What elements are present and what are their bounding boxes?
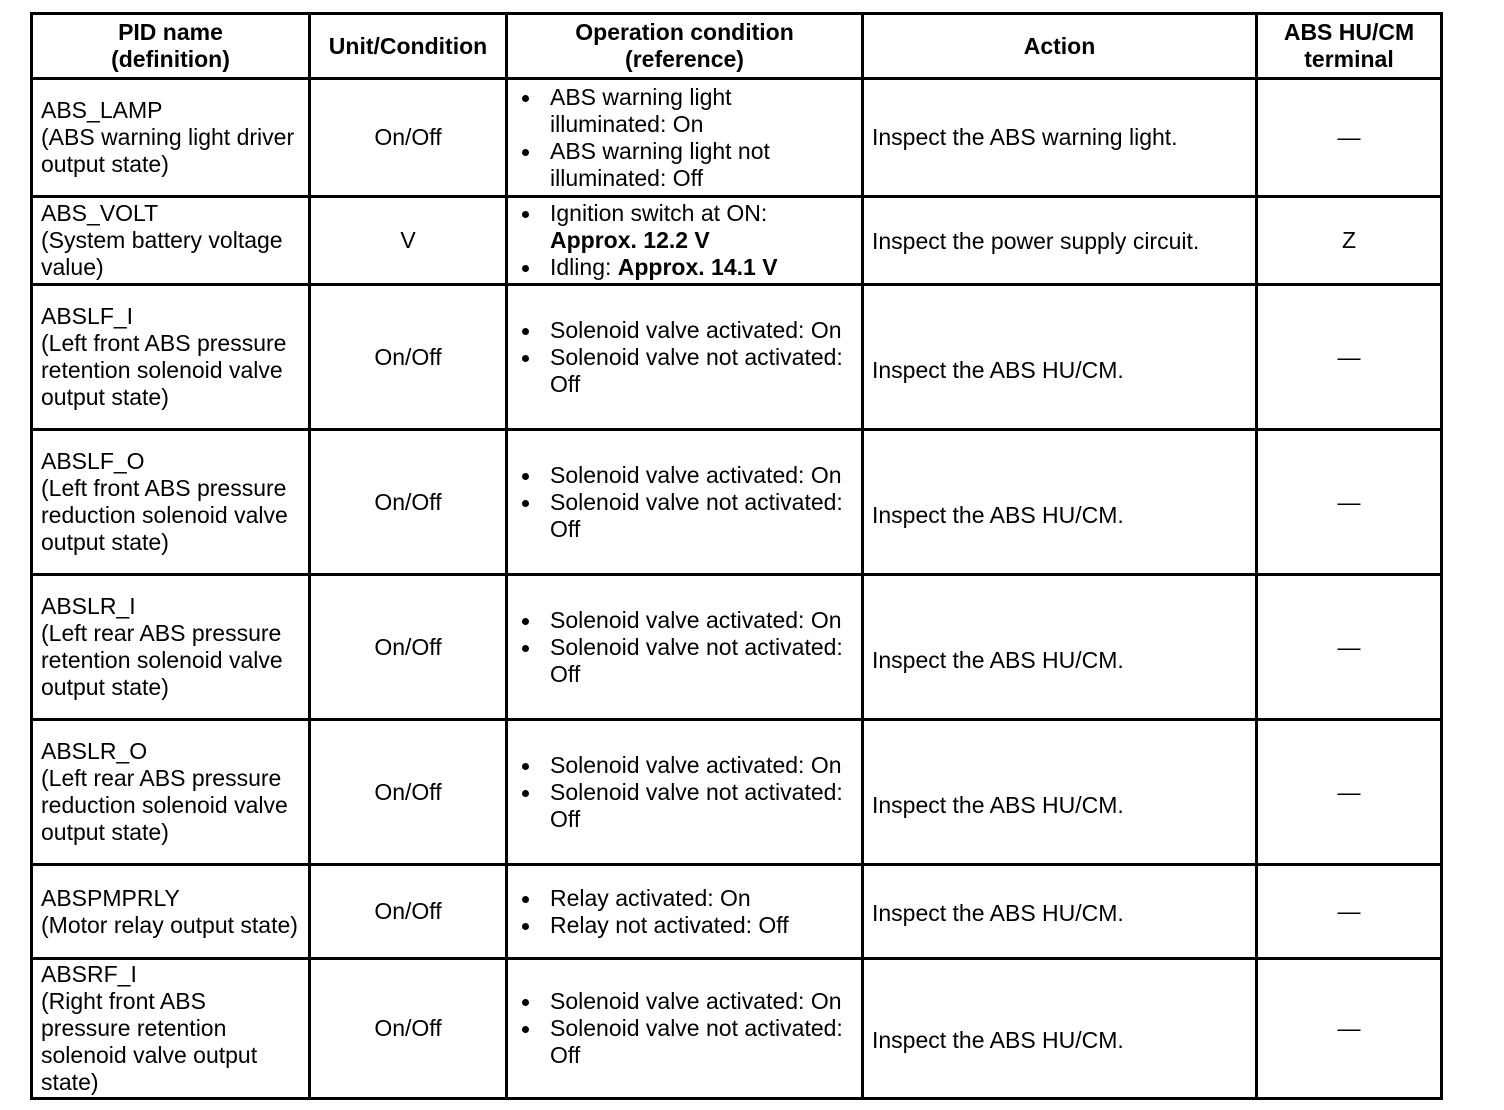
table-row: [32, 285, 1442, 430]
condition-item: Relay not activated: Off: [516, 912, 853, 939]
terminal-cell: —: [1257, 720, 1442, 865]
action-cell: Inspect the ABS warning light.: [863, 79, 1257, 197]
condition-item: Solenoid valve not activated: Off: [516, 489, 853, 543]
pid-cell: [32, 959, 310, 1099]
condition-cell: [507, 197, 863, 285]
header-operation-condition: [507, 14, 863, 79]
pid-definition: (Left front ABS pressure retention solenoid valve output state): [41, 330, 287, 410]
pid-cell: [32, 575, 310, 720]
terminal-cell: —: [1257, 79, 1442, 197]
table-header-row: [32, 14, 1442, 79]
header-pid-name: [32, 14, 310, 79]
unit-cell: On/Off: [310, 285, 507, 430]
pid-code: ABSPMPRLY: [41, 884, 180, 911]
pid-definition: (Left rear ABS pressure retention solenoid valve output state): [41, 620, 283, 700]
action-cell: Inspect the ABS HU/CM.: [863, 285, 1257, 430]
header-unit-condition: [310, 14, 507, 79]
pid-code: ABSLR_I: [41, 593, 136, 619]
condition-cell: [507, 430, 863, 575]
unit-cell: On/Off: [310, 959, 507, 1099]
condition-item: Solenoid valve not activated: Off: [516, 1015, 853, 1069]
pid-cell: [32, 720, 310, 865]
condition-cell: [507, 79, 863, 197]
pid-definition: (Left front ABS pressure reduction solenoid valve output state): [41, 475, 288, 555]
unit-cell: On/Off: [310, 430, 507, 575]
condition-item: [516, 254, 853, 281]
condition-text: Idling:: [550, 254, 612, 280]
table-row: [32, 865, 1442, 959]
pid-code: ABSLR_O: [41, 738, 148, 764]
table-row: [32, 575, 1442, 720]
condition-item: Solenoid valve not activated: Off: [516, 779, 853, 833]
pid-code: ABSRF_I: [41, 961, 137, 987]
condition-item: ABS warning light not illuminated: Off: [516, 138, 853, 192]
pid-table-container: [30, 12, 1440, 1100]
condition-item: Solenoid valve activated: On: [516, 607, 853, 634]
action-cell: Inspect the power supply circuit.: [863, 197, 1257, 285]
condition-item: Solenoid valve not activated: Off: [516, 634, 853, 688]
header-terminal: [1257, 14, 1442, 79]
condition-cell: [507, 959, 863, 1099]
pid-definition: (Left rear ABS pressure reduction solenoid valve output state): [41, 765, 288, 845]
condition-cell: [507, 865, 863, 959]
pid-code: ABS_LAMP: [41, 97, 163, 123]
terminal-cell: —: [1257, 430, 1442, 575]
header-action: [863, 14, 1257, 79]
unit-cell: On/Off: [310, 865, 507, 959]
unit-cell: On/Off: [310, 79, 507, 197]
action-cell: Inspect the ABS HU/CM.: [863, 575, 1257, 720]
condition-item: ABS warning light illuminated: On: [516, 84, 853, 138]
condition-cell: [507, 575, 863, 720]
condition-text: Ignition switch at ON:: [550, 200, 768, 226]
condition-list: [516, 317, 853, 398]
condition-item: [516, 200, 853, 254]
condition-item: Solenoid valve not activated: Off: [516, 344, 853, 398]
table-row: [32, 197, 1442, 285]
pid-definition: (System battery voltage value): [41, 227, 283, 280]
condition-list: [516, 84, 853, 192]
condition-item: Solenoid valve activated: On: [516, 752, 853, 779]
header-term-line1: ABS HU/CM: [1283, 19, 1415, 45]
header-pid-line2: (definition): [111, 46, 230, 72]
action-cell: Inspect the ABS HU/CM.: [863, 865, 1257, 959]
condition-item: Solenoid valve activated: On: [516, 462, 853, 489]
pid-cell: [32, 197, 310, 285]
condition-cell: [507, 285, 863, 430]
terminal-cell: —: [1257, 285, 1442, 430]
header-unit-label: Unit/Condition: [328, 32, 488, 59]
header-pid-line1: PID name: [118, 19, 223, 45]
table-row: [32, 959, 1442, 1099]
action-cell: Inspect the ABS HU/CM.: [863, 959, 1257, 1099]
table-row: [32, 720, 1442, 865]
pid-cell: [32, 285, 310, 430]
pid-cell: [32, 865, 310, 959]
condition-item: Solenoid valve activated: On: [516, 317, 853, 344]
terminal-cell: —: [1257, 575, 1442, 720]
unit-cell: V: [310, 197, 507, 285]
condition-item: Solenoid valve activated: On: [516, 988, 853, 1015]
condition-list: [516, 752, 853, 833]
terminal-cell: Z: [1257, 197, 1442, 285]
pid-code: ABSLF_O: [41, 448, 145, 474]
terminal-cell: —: [1257, 959, 1442, 1099]
pid-definition: (ABS warning light driver output state): [41, 124, 295, 177]
header-cond-line2: (reference): [625, 46, 744, 72]
unit-cell: On/Off: [310, 720, 507, 865]
terminal-cell: —: [1257, 865, 1442, 959]
pid-code: ABSLF_I: [41, 303, 134, 329]
condition-value: Approx. 14.1 V: [617, 254, 778, 280]
pid-cell: [32, 79, 310, 197]
pid-cell: [32, 430, 310, 575]
pid-definition: (Right front ABS pressure retention solenoid valve output state): [41, 988, 258, 1095]
header-term-line2: terminal: [1304, 46, 1394, 72]
condition-list: [516, 988, 853, 1069]
condition-list: [516, 200, 853, 281]
pid-code: ABS_VOLT: [41, 200, 159, 226]
action-cell: Inspect the ABS HU/CM.: [863, 720, 1257, 865]
condition-list: [516, 885, 853, 939]
unit-cell: On/Off: [310, 575, 507, 720]
condition-list: [516, 462, 853, 543]
pid-definition: (Motor relay output state): [41, 911, 298, 938]
header-cond-line1: Operation condition: [575, 19, 794, 45]
condition-list: [516, 607, 853, 688]
pid-table: [30, 12, 1443, 1100]
condition-value: Approx. 12.2 V: [550, 227, 710, 253]
header-action-label: Action: [1023, 32, 1096, 59]
action-cell: Inspect the ABS HU/CM.: [863, 430, 1257, 575]
condition-item: Relay activated: On: [516, 885, 853, 912]
table-row: [32, 430, 1442, 575]
table-row: [32, 79, 1442, 197]
condition-cell: [507, 720, 863, 865]
